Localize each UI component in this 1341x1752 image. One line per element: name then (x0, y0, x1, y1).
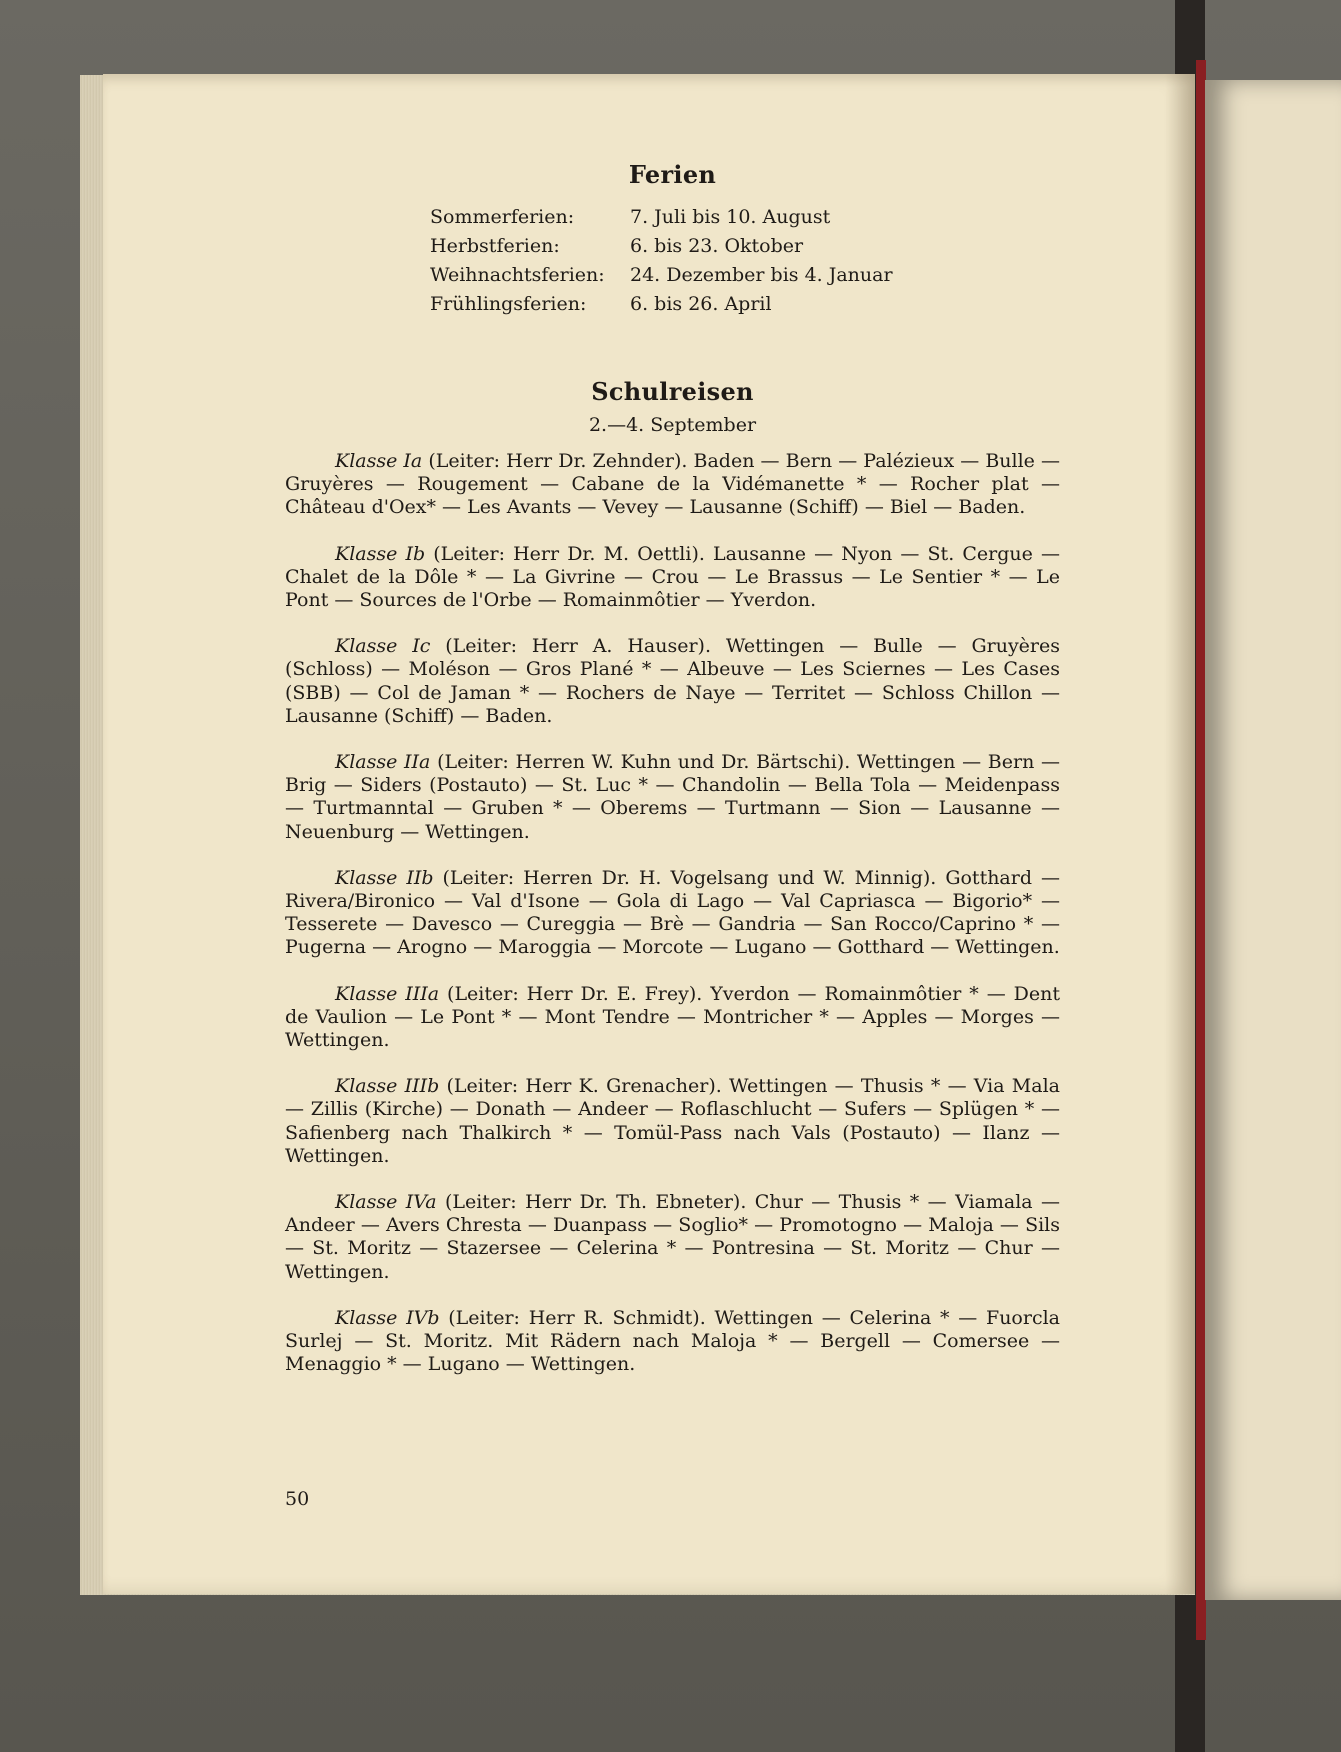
trip-paragraph (285, 450, 1060, 520)
trip-description: (Leiter: Herr Dr. M. Oettli). Lausanne — Nyon — St. Cergue — Chalet de la Dôle * — La Givrine — Crou — Le Brassus — Le Sentier * — Le Pont — Sources de l'Orbe — Romainmôtier — Yverdon. (285, 542, 1060, 612)
trip-class-label: Klasse IIb (335, 866, 434, 889)
holiday-row (285, 261, 1060, 290)
trip-paragraph (285, 543, 1060, 613)
trip-class-label: Klasse IIIa (335, 982, 440, 1005)
holiday-row (285, 203, 1060, 232)
holiday-name: Frühlingsferien: (430, 293, 587, 315)
trip-class-label: Klasse IVa (335, 1191, 437, 1214)
trip-class-label: Klasse Ic (335, 635, 431, 658)
page-text (285, 160, 1060, 1400)
trip-paragraph (285, 1307, 1060, 1377)
trip-paragraph (285, 751, 1060, 844)
trip-class-label: Klasse IIIb (335, 1075, 440, 1098)
trip-description: (Leiter: Herr K. Grenacher). Wettingen — Thusis * — Via Mala — Zillis (Kirche) — Donath — Andeer — Roflaschlucht — Sufers — Splügen * — Safienberg nach Thalkirch * — Tomül-Pass nach Vals (Postauto) — Ilanz — Wettingen. (285, 1075, 1060, 1167)
trip-class-label: Klasse IIa (335, 751, 431, 774)
trip-description: (Leiter: Herren Dr. H. Vogelsang und W. Minnig). Gotthard — Rivera/Bironico — Val d'Isone — Gola di Lago — Val Capriasca — Bigorio* — Tesserete — Davesco — Cureggia — Brè — Gandria — San Rocco/Caprino * — Pugerna — Arogno — Maroggia — Morcote — Lugano — Gotthard — Wettingen. (285, 866, 1060, 959)
trip-description: (Leiter: Herren W. Kuhn und Dr. Bärtschi). Wettingen — Bern — Brig — Siders (Postauto) — St. Luc * — Chandolin — Bella Tola — Meidenpass — Turtmanntal — Gruben * — Oberems — Turtmann — Sion — Lausanne — Neuenburg — Wettingen. (285, 751, 1060, 843)
schulreisen-heading: Schulreisen (591, 377, 754, 406)
facing-page-edge (1205, 80, 1341, 1600)
trip-description: (Leiter: Herr Dr. E. Frey). Yverdon — Romainmôtier * — Dent de Vaulion — Le Pont * — Mont Tendre — Montricher * — Apples — Morges — Wettingen. (285, 982, 1060, 1052)
holiday-dates: 24. Dezember bis 4. Januar (630, 264, 893, 286)
holiday-name: Weihnachtsferien: (430, 264, 605, 286)
trip-paragraph (285, 1191, 1060, 1284)
ferien-heading: Ferien (628, 160, 717, 189)
trips-list (285, 450, 1060, 1377)
trip-description: (Leiter: Herr R. Schmidt). Wettingen — Celerina * — Fuorcla Surlej — St. Moritz. Mit Rädern nach Maloja * — Bergell — Comersee — Menaggio * — Lugano — Wettingen. (285, 1306, 1060, 1376)
holiday-name: Sommerferien: (430, 206, 575, 228)
holidays-table (285, 203, 1060, 319)
trip-class-label: Klasse IVb (335, 1306, 440, 1329)
holiday-dates: 6. bis 23. Oktober (630, 235, 804, 257)
holiday-dates: 6. bis 26. April (630, 293, 772, 315)
trip-class-label: Klasse Ib (335, 542, 426, 565)
schulreisen-date: 2.—4. September (588, 414, 757, 436)
trip-class-label: Klasse Ia (335, 450, 423, 472)
trip-description: (Leiter: Herr Dr. Zehnder). Baden — Bern — Palézieux — Bulle — Gruyères — Rougement — Cabane de la Vidémanette * — Rocher plat — Château d'Oex* — Les Avants — Vevey — Lausanne (Schiff) — Biel — Baden. (285, 450, 1060, 519)
holiday-row (285, 232, 1060, 261)
holiday-name: Herbstferien: (430, 235, 560, 257)
trip-description: (Leiter: Herr A. Hauser). Wettingen — Bulle — Gruyères (Schloss) — Moléson — Gros Plané * — Albeuve — Les Sciernes — Les Cases (SBB) — Col de Jaman * — Rochers de Naye — Territet — Schloss Chillon — Lausanne (Schiff) — Baden. (285, 635, 1060, 727)
trip-paragraph (285, 867, 1060, 960)
trip-description: (Leiter: Herr Dr. Th. Ebneter). Chur — Thusis * — Viamala — Andeer — Avers Chresta — Duanpass — Soglio* — Promotogno — Maloja — Sils — St. Moritz — Stazersee — Celerina * — Pontresina — St. Moritz — Chur — Wettingen. (285, 1191, 1061, 1283)
trip-paragraph (285, 983, 1060, 1053)
page-number: 50 (285, 1488, 310, 1510)
trip-paragraph (285, 635, 1060, 728)
holiday-dates: 7. Juli bis 10. August (630, 206, 831, 228)
trip-paragraph (285, 1075, 1060, 1168)
holiday-row (285, 290, 1060, 319)
